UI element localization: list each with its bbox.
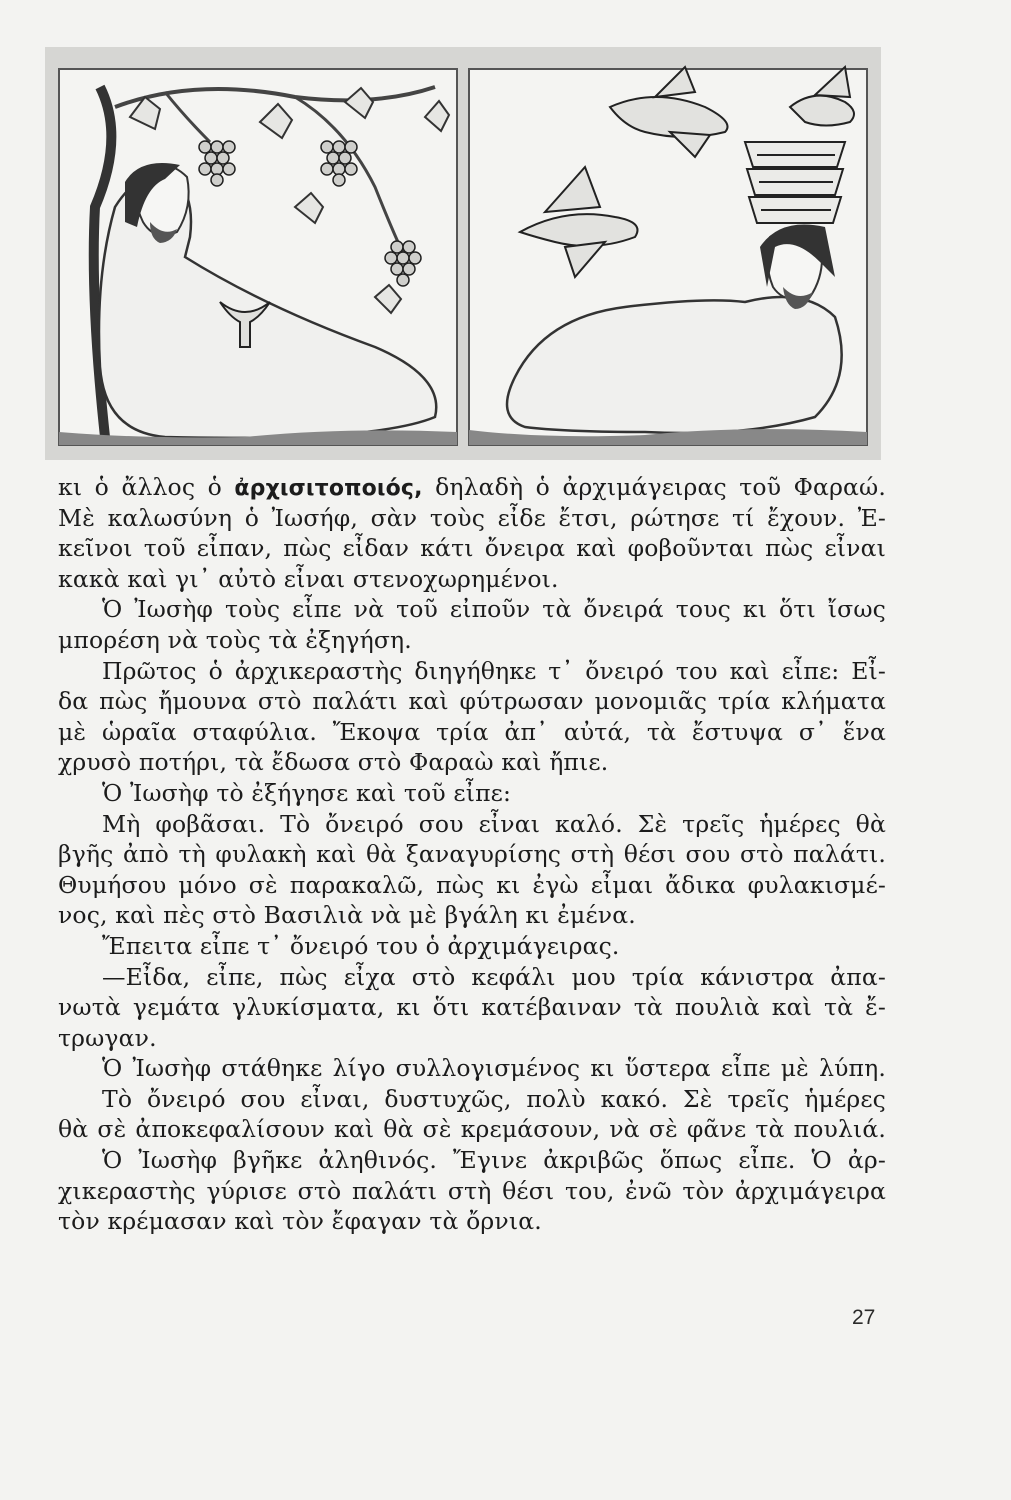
text-line: Τὸ ὄνειρό σου εἶναι, δυστυχῶς, πολὺ κακό. Σὲ τρεῖς ἡμέρες	[102, 1084, 886, 1113]
text-line: νωτὰ γεμάτα γλυκίσματα, κι ὅτι κατέβαιναν τὰ πουλιὰ καὶ τὰ ἔ-	[58, 993, 886, 1022]
text-line: Μὴ φοβᾶσαι. Τὸ ὄνειρό σου εἶναι καλό. Σὲ τρεῖς ἡμέρες θὰ	[102, 809, 886, 838]
text-line: Πρῶτος ὁ ἀρχικεραστὴς διηγήθηκε τ᾿ ὄνειρό του καὶ εἶπε: Εἶ-	[102, 656, 886, 685]
story-text	[58, 472, 886, 1237]
text-line: βγῆς ἀπὸ τὴ φυλακὴ καὶ θὰ ξαναγυρίσης στὴ θέσι σου στὸ παλάτι.	[58, 840, 886, 869]
text-line: τρωγαν.	[58, 1023, 157, 1052]
baskets	[745, 142, 845, 223]
page-number: 27	[852, 1306, 876, 1329]
text-line: Ὁ Ἰωσὴφ βγῆκε ἀληθινός. Ἔγινε ἀκριβῶς ὅπως εἶπε. Ὁ ἀρ-	[102, 1146, 886, 1175]
text-line: κι ὁ ἄλλος ὁ ἀρχισιτοποιός, δηλαδὴ ὁ ἀρχιμάγειρας τοῦ Φαραώ.	[58, 473, 886, 501]
text-line: δα πὼς ἤμουνα στὸ παλάτι καὶ φύτρωσαν μονομιᾶς τρία κλήματα	[58, 687, 886, 716]
text-line: μπορέση νὰ τοὺς τὰ ἐξηγήση.	[58, 625, 412, 654]
text-line: κακὰ καὶ γι᾿ αὐτὸ εἶναι στενοχωρημένοι.	[58, 564, 559, 593]
text-line: Ὁ Ἰωσὴφ τοὺς εἶπε νὰ τοῦ εἰποῦν τὰ ὄνειρά τους κι ὅτι ἴσως	[102, 595, 886, 624]
text-line: θὰ σὲ ἀποκεφαλίσουν καὶ θὰ σὲ κρεμάσουν, νὰ σὲ φᾶνε τὰ πουλιά.	[58, 1115, 886, 1144]
illustration-art	[45, 47, 881, 460]
text-line: χικεραστὴς γύρισε στὸ παλάτι στὴ θέσι του, ἐνῶ τὸν ἀρχιμάγειρα	[58, 1176, 886, 1205]
text-line: Θυμήσου μόνο σὲ παρακαλῶ, πὼς κι ἐγὼ εἶμαι ἄδικα φυλακισμέ-	[58, 870, 886, 899]
text-line: Μὲ καλωσύνη ὁ Ἰωσήφ, σὰν τοὺς εἶδε ἔτσι, ρώτησε τί ἔχουν. Ἐ-	[58, 503, 886, 532]
text-line: κεῖνοι τοῦ εἶπαν, πὼς εἶδαν κάτι ὄνειρα καὶ φοβοῦνται πὼς εἶναι	[58, 534, 886, 563]
text-line: χρυσὸ ποτήρι, τὰ ἔδωσα στὸ Φαραὼ καὶ ἤπιε.	[58, 748, 609, 777]
text-line: —Εἶδα, εἶπε, πὼς εἶχα στὸ κεφάλι μου τρία κάνιστρα ἀπα-	[102, 962, 886, 991]
text-line: Ὁ Ἰωσὴφ τὸ ἐξήγησε καὶ τοῦ εἶπε:	[102, 778, 512, 807]
left-panel-cupbearer	[59, 69, 457, 445]
highlighted-term: ἀρχισιτοποιός,	[234, 476, 423, 501]
illustration	[45, 47, 881, 460]
text-line: Ὁ Ἰωσὴφ στάθηκε λίγο συλλογισμένος κι ὕστερα εἶπε μὲ λύπη.	[102, 1054, 886, 1083]
text-line: Ἔπειτα εἶπε τ᾿ ὄνειρό του ὁ ἀρχιμάγειρας.	[102, 931, 620, 960]
text-line: μὲ ὡραῖα σταφύλια. Ἔκοψα τρία ἀπ᾿ αὐτά, τὰ ἔστυψα σ᾿ ἕνα	[58, 717, 886, 746]
text-line: νος, καὶ πὲς στὸ Βασιλιὰ νὰ μὲ βγάλη κι ἐμένα.	[58, 901, 636, 930]
text-line: τὸν κρέμασαν καὶ τὸν ἔφαγαν τὰ ὄρνια.	[58, 1207, 542, 1236]
right-panel-baker	[469, 67, 867, 445]
